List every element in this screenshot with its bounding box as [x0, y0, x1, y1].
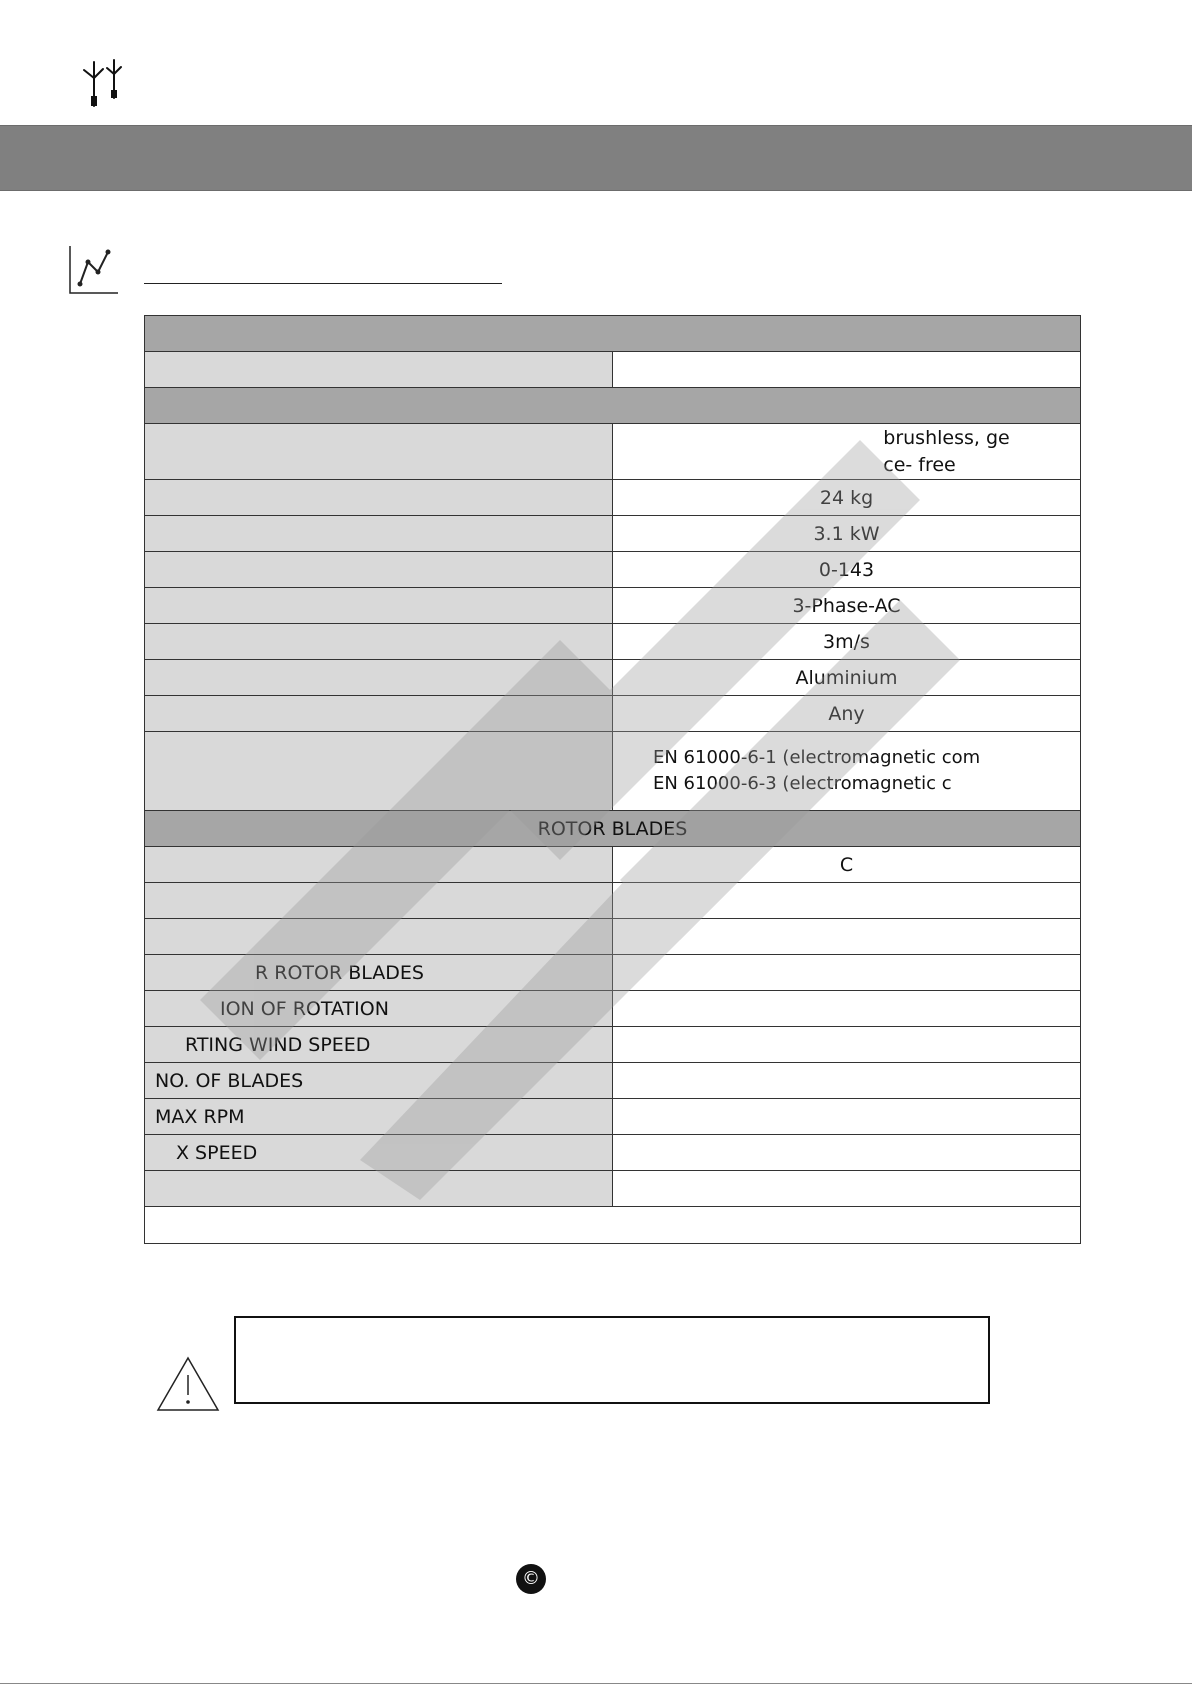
- table-section-row: [145, 388, 1081, 424]
- table-row: [145, 955, 1081, 991]
- row-label: [145, 480, 613, 516]
- row-value: 24 kg: [613, 480, 1081, 516]
- row-value: [613, 1171, 1081, 1207]
- table-row: [145, 732, 1081, 811]
- section-title: ROTOR BLADES: [145, 811, 1081, 847]
- table-row: [145, 1171, 1081, 1207]
- row-value: Aluminium: [613, 660, 1081, 696]
- row-value: 3-Phase-AC: [613, 588, 1081, 624]
- row-value: Any: [613, 696, 1081, 732]
- table-row: [145, 624, 1081, 660]
- row-label: MAX RPM: [145, 1099, 613, 1135]
- table-row: [145, 883, 1081, 919]
- section-heading-underline: [144, 283, 502, 284]
- row-value: [613, 883, 1081, 919]
- row-value: [613, 1063, 1081, 1099]
- row-label: [145, 424, 613, 480]
- table-section-row: [145, 811, 1081, 847]
- table-row: [145, 1027, 1081, 1063]
- row-value: [613, 991, 1081, 1027]
- table-row: [145, 1135, 1081, 1171]
- table-row: [145, 847, 1081, 883]
- standard-line: EN 61000-6-1 (electromagnetic com: [653, 747, 981, 768]
- section-title: [145, 316, 1081, 352]
- table-section-row: [145, 316, 1081, 352]
- row-value: 3m/s: [613, 624, 1081, 660]
- table-row: [145, 1063, 1081, 1099]
- row-label: [145, 919, 613, 955]
- table-row: [145, 552, 1081, 588]
- row-value: 0-143: [613, 552, 1081, 588]
- row-value: [613, 955, 1081, 991]
- header-banner: [0, 125, 1192, 191]
- table-row: [145, 991, 1081, 1027]
- row-label: NO. OF BLADES: [145, 1063, 613, 1099]
- row-label: ION OF ROTATION: [145, 991, 613, 1027]
- row-label: [145, 1171, 613, 1207]
- table-row: [145, 480, 1081, 516]
- table-row: [145, 660, 1081, 696]
- row-value: C: [613, 847, 1081, 883]
- row-value: [613, 1099, 1081, 1135]
- table-row: [145, 588, 1081, 624]
- row-label: [145, 588, 613, 624]
- table-row: [145, 1099, 1081, 1135]
- table-row: [145, 424, 1081, 480]
- table-footer-row: [145, 1207, 1081, 1244]
- table-footer: [145, 1207, 1081, 1244]
- table-row: [145, 696, 1081, 732]
- warning-triangle-icon: [156, 1355, 220, 1413]
- row-label: [145, 696, 613, 732]
- table-row: [145, 919, 1081, 955]
- table-row: [145, 352, 1081, 388]
- section-title: [145, 388, 1081, 424]
- specifications-table: [144, 315, 1081, 1244]
- row-label: RTING WIND SPEED: [145, 1027, 613, 1063]
- row-label: [145, 516, 613, 552]
- copyright-icon: ©: [516, 1564, 546, 1594]
- row-value: [613, 424, 1081, 480]
- row-value: [613, 352, 1081, 388]
- row-value: [613, 1135, 1081, 1171]
- row-value: [613, 919, 1081, 955]
- row-value: 3.1 kW: [613, 516, 1081, 552]
- standard-line: EN 61000-6-3 (electromagnetic c: [653, 773, 952, 794]
- row-label: [145, 732, 613, 811]
- row-label: [145, 660, 613, 696]
- value-line: ce- free: [883, 453, 956, 476]
- row-label: X SPEED: [145, 1135, 613, 1171]
- page-bottom-rule: [0, 1683, 1192, 1684]
- row-label: [145, 883, 613, 919]
- row-label: [145, 847, 613, 883]
- row-value: [613, 1027, 1081, 1063]
- warning-box: [234, 1316, 990, 1404]
- value-line: brushless, ge: [883, 426, 1010, 449]
- row-label: [145, 352, 613, 388]
- row-label: [145, 624, 613, 660]
- row-label: [145, 552, 613, 588]
- row-value: [613, 732, 1081, 811]
- line-chart-icon: [68, 246, 118, 296]
- wind-turbines-icon: [80, 56, 126, 108]
- row-label: R ROTOR BLADES: [145, 955, 613, 991]
- table-row: [145, 516, 1081, 552]
